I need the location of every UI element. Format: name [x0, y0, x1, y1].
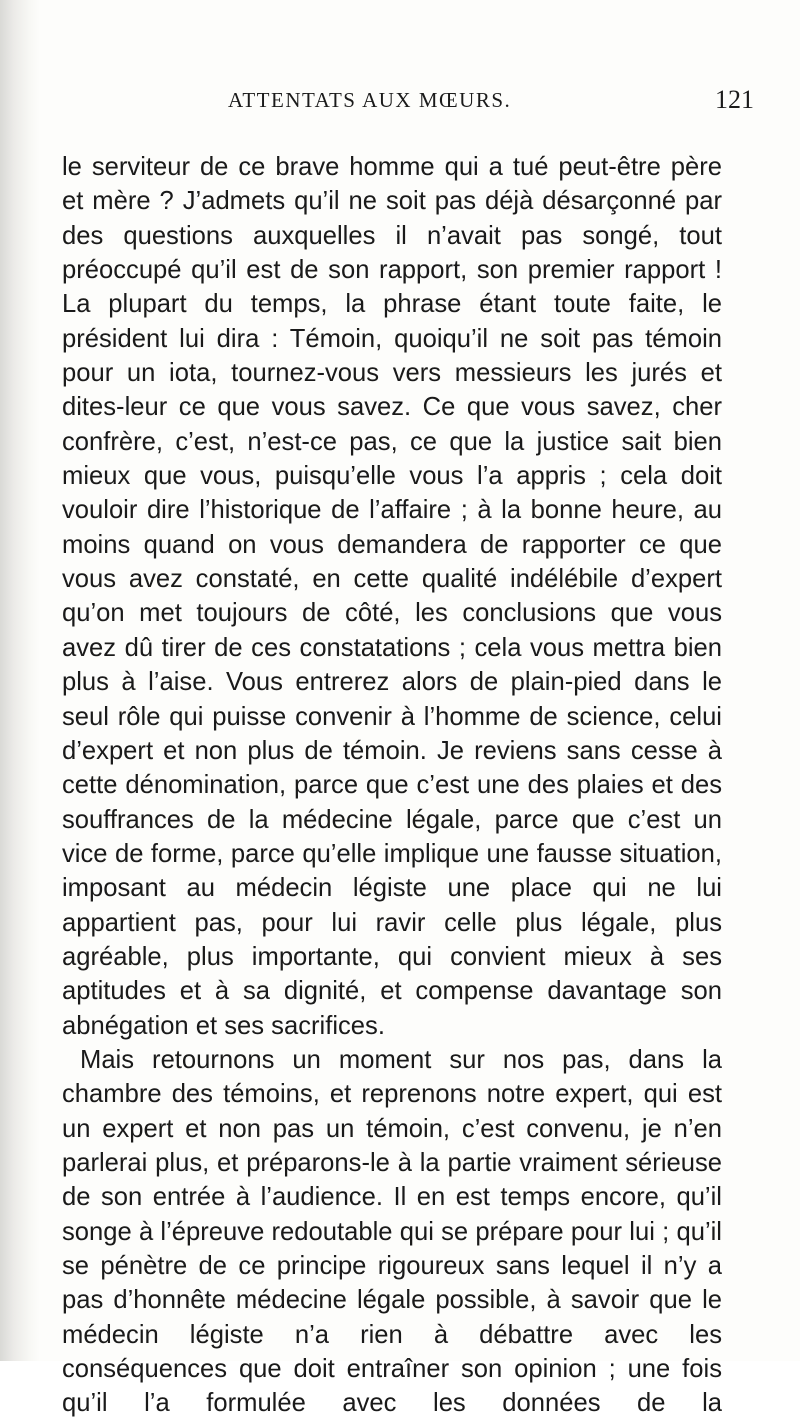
paragraph: Mais retournons un moment sur nos pas, dans la chambre des témoins, et reprenons notre expert, qui est un expert et non pas un témoin, c’est convenu, je n’en parlerai plus, et préparons-le à la partie vraiment sérieuse de son entrée à l’audience. Il en est temps encore, qu’il songe à l’épreuve redoutable qui se prépare pour lui ; qu’il se pénètre de ce principe rigoureux sans lequel il n’y a pas d’honnête médecine légale possible, à savoir que le médecin légiste n’a rien à débattre avec les conséquences que doit entraîner son opinion ; une fois qu’il l’a formulée avec les données de la [62, 1045, 722, 1418]
page-number: 121 [715, 85, 754, 114]
running-title: ATTENTATS AUX MŒURS. [228, 88, 512, 112]
body-text [62, 150, 722, 1421]
page-spine-shadow [0, 0, 40, 1361]
page-header [0, 85, 800, 128]
paragraph: le serviteur de ce brave homme qui a tué peut-être père et mère ? J’admets qu’il ne soit pas déjà désarçonné par des questions auxquelles il n’avait pas songé, tout préoccupé qu’il est de son rapport, son premier rapport ! La plupart du temps, la phrase étant toute faite, le président lui dira : Témoin, quoiqu’il ne soit pas témoin pour un iota, tournez-vous vers messieurs les jurés et dites-leur ce que vous savez. Ce que vous savez, cher confrère, c’est, n’est-ce pas, ce que la justice sait bien mieux que vous, puisqu’elle vous l’a appris ; cela doit vouloir dire l’historique de l’affaire ; à la bonne heure, au moins quand on vous demandera de rapporter ce que vous avez constaté, en cette qualité indélébile d’expert qu’on met toujours de côté, les conclusions que vous avez dû tirer de ces constatations ; cela vous mettra bien plus à l’aise. Vous entrerez alors de plain-pied dans le seul rôle qui puisse convenir à l’homme de science, celui d’expert et non plus de témoin. Je reviens sans cesse à cette dénomination, parce que c’est une des plaies et des souffrances de la médecine légale, parce que c’est un vice de forme, parce qu’elle implique une fausse situation, imposant au médecin légiste une place qui ne lui appartient pas, pour lui ravir celle plus légale, plus agréable, plus importante, qui convient mieux à ses aptitudes et à sa dignité, et compense davantage son abnégation et ses sacrifices. [62, 153, 722, 1040]
